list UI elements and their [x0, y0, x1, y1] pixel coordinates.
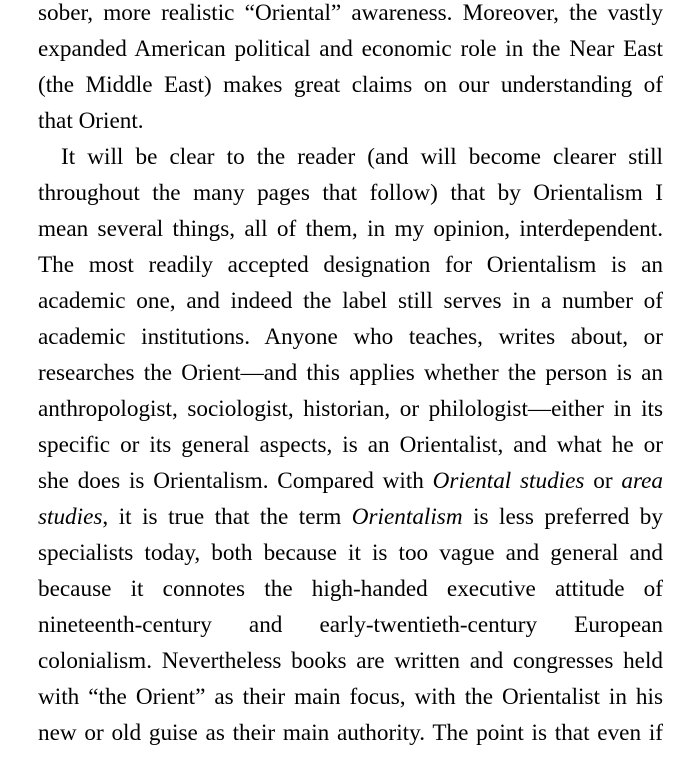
text-line: throughout the many pages that follow) that by Orientalism I [38, 180, 663, 206]
text-line: It will be clear to the reader (and will become clearer still [61, 144, 663, 170]
text-line: academic one, and indeed the label still serves in a number of [38, 288, 663, 314]
text-line: that Orient. [38, 108, 144, 134]
text-line: researches the Orient—and this applies whether the person is an [38, 360, 663, 386]
text-segment: is less preferred by [462, 504, 663, 530]
paragraph-2 [38, 139, 663, 751]
text-line: (the Middle East) makes great claims on our understanding of [38, 72, 663, 98]
text-line: specialists today, both because it is too vague and general and [38, 540, 663, 566]
italic-term: area [621, 468, 663, 494]
text-line: new or old guise as their main authority. The point is that even if [38, 720, 663, 746]
text-line: with “the Orient” as their main focus, with the Orientalist in his [38, 684, 663, 710]
text-segment: she does is Orientalism. Compared with [38, 468, 433, 494]
text-segment: , it is true that the term [102, 504, 352, 530]
italic-term: studies [38, 504, 103, 530]
text-line: sober, more realistic “Oriental” awareness. Moreover, the vastly [38, 0, 663, 26]
italic-term: Orientalism [351, 504, 463, 530]
text-line: The most readily accepted designation for Orientalism is an [38, 252, 663, 278]
text-line: academic institutions. Anyone who teaches, writes about, or [38, 324, 663, 350]
paragraph-1 [38, 0, 663, 139]
text-line: expanded American political and economic role in the Near East [38, 36, 663, 62]
text-line: mean several things, all of them, in my opinion, interdependent. [38, 216, 663, 242]
text-segment: or [584, 468, 622, 494]
text-line: specific or its general aspects, is an Orientalist, and what he or [38, 432, 663, 458]
text-line: because it connotes the high-handed executive attitude of [38, 576, 663, 602]
text-line: anthropologist, sociologist, historian, or philologist—either in its [38, 396, 663, 422]
italic-term: Oriental studies [432, 468, 585, 494]
document-page [38, 0, 663, 751]
text-line-mixed [38, 463, 663, 499]
text-line-mixed [38, 499, 663, 535]
text-line: nineteenth-century and early-twentieth-century European [38, 612, 663, 638]
text-line: colonialism. Nevertheless books are written and congresses held [38, 648, 663, 674]
